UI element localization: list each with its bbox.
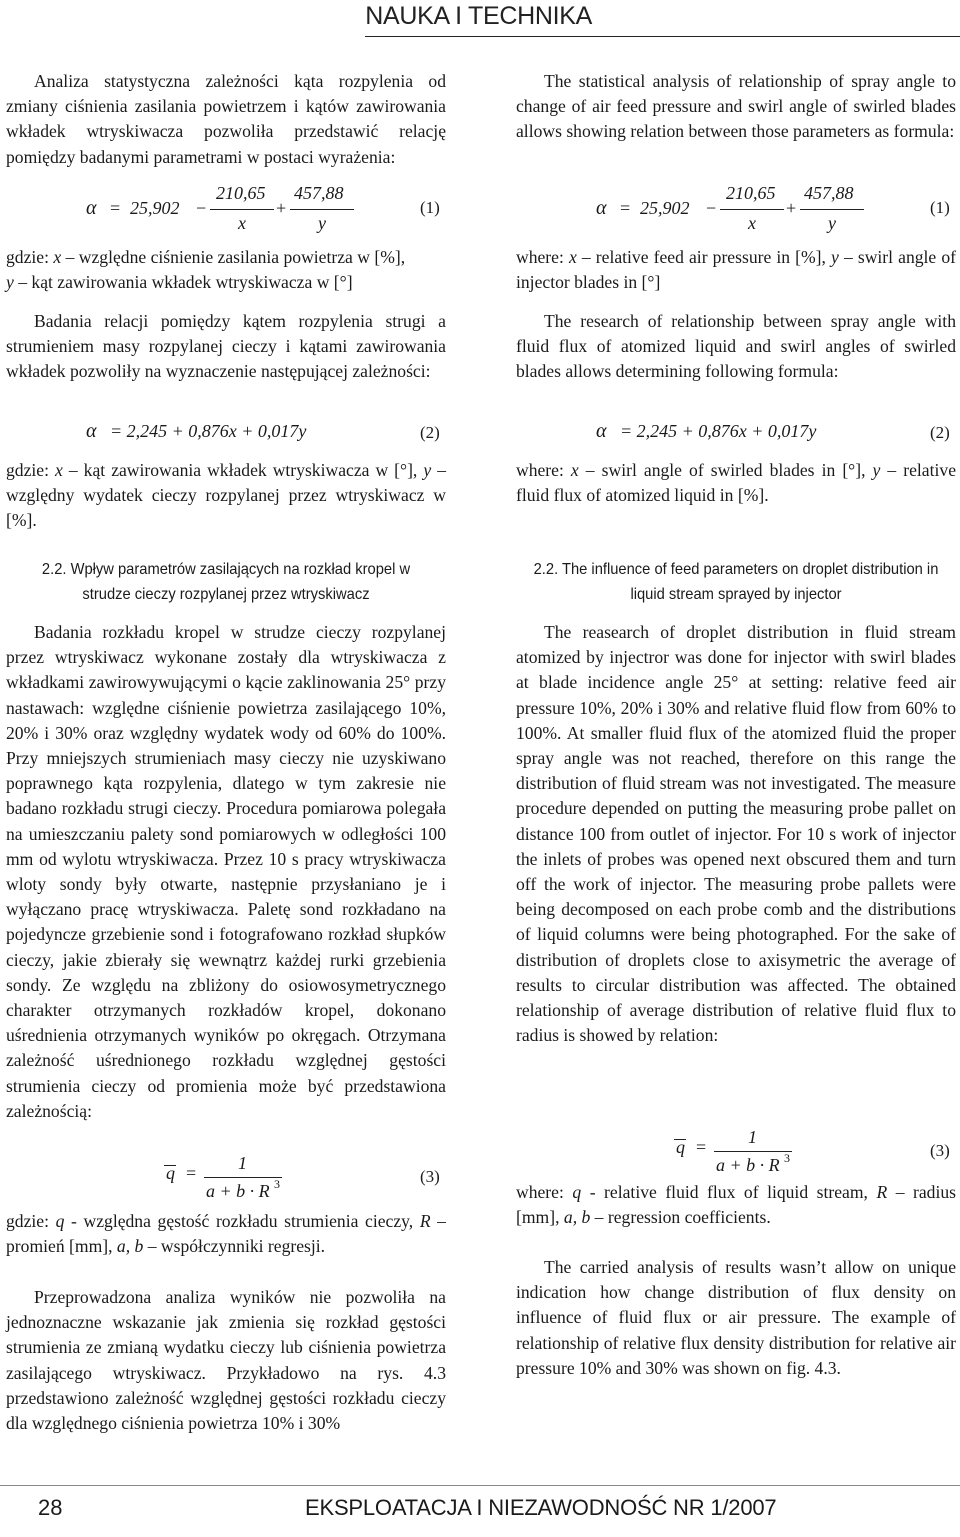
- paragraph: Badania rozkładu kropel w strudze cieczy rozpylanej przez wtryskiwacz wykonane zostały dla wtryskiwacza z wkładkami zawirowywującymi o kącie zaklinowania 25° przy nastawach: względne ciśnienie powietrza zasilającego 10%, 20% i 30% oraz względny wydatek wody od 60% do 100%. Przy mniejszych strumieniach masy cieczy nie uzyskiwano poprawnego kąta rozpylenia, dlatego w tym zakresie nie badano rozkładu strugi cieczy. Procedura pomiarowa polegała na umieszczaniu palety sond pomiarowych w odległości 100 mm od wylotu wtryskiwacza. Przez 10 s pracy wtryskiwacza wloty sondy były otwarte, następnie przysłaniano je i wyłączano pracę wtryskiwacza. Paletę sond rozkładano na pojedyncze grzebienie sond i fotografowano rozkład słupków cieczy, jakie zbierały się wewnątrz każdej rurki grzebienia sondy. Ze względu na zbliżony do osiowosymetrycznego charakter otrzymanych rozkładów kropel, dokonano uśrednienia otrzymanych wyników po okręgach. Otrzymana zależność uśrednionego rozkładu względnej gęstości strumienia cieczy od promienia może być przedstawiona zależnością:: [6, 622, 446, 1121]
- equation-rhs: = 2,245 + 0,876x + 0,017y: [620, 421, 817, 441]
- fraction-bar: [800, 209, 864, 210]
- page-number: 28: [38, 1495, 63, 1520]
- equation-number: (1): [930, 198, 950, 217]
- running-header: [0, 0, 960, 40]
- paragraph: Przeprowadzona analiza wyników nie pozwoliła na jednoznaczne wskazanie jak zmienia się rozkład gęstości strumienia ze zmianą wydatku cieczy lub ciśnienia powietrza zasilającego wtryskiwacz. Przykładowo na rys. 4.3 przedstawiono zależność względnej gęstości rozkładu cieczy dla względnego ciśnienia powietrza 10% i 30%: [6, 1287, 446, 1434]
- constant: 25,902: [130, 198, 180, 218]
- equation-number: (3): [420, 1167, 440, 1186]
- paragraph: The statistical analysis of relationship of spray angle to change of air feed pressure and swirl angle of swirled blades allows showing relation between those parameters as formula:: [516, 71, 956, 142]
- denominator: x: [238, 213, 246, 233]
- section-heading: 2.2. The influence of feed parameters on droplet distribution in liquid stream sprayed by injector: [533, 561, 939, 603]
- paragraph: where: x – relative feed air pressure in [%], y – swirl angle of injector blades in [°]: [516, 247, 957, 293]
- q-symbol: q: [166, 1163, 175, 1183]
- exponent: 3: [784, 1151, 790, 1165]
- equation-number: (2): [420, 423, 440, 442]
- denominator: x: [748, 213, 756, 233]
- alpha-symbol: α: [86, 197, 97, 219]
- denominator: a + b · R: [716, 1155, 780, 1175]
- plus-sign: +: [786, 198, 797, 218]
- footer-rule: [0, 1485, 960, 1486]
- equation-number: (3): [930, 1141, 950, 1160]
- fraction-bar: [204, 1177, 282, 1178]
- fraction-bar: [290, 209, 354, 210]
- constant: 25,902: [640, 198, 690, 218]
- numerator: 1: [238, 1153, 247, 1173]
- numerator: 457,88: [804, 183, 854, 203]
- equals-sign: =: [696, 1137, 707, 1157]
- plus-sign: +: [276, 198, 287, 218]
- section-heading: 2.2. Wpływ parametrów zasilających na rozkład kropel w strudze cieczy rozpylanej przez wtryskiwacz: [41, 561, 411, 603]
- equation-rhs: = 2,245 + 0,876x + 0,017y: [110, 421, 307, 441]
- equals-sign: =: [110, 198, 121, 218]
- paragraph: gdzie: q - względna gęstość rozkładu strumienia cieczy, R – promień [mm], a, b – współczynniki regresji.: [6, 1211, 446, 1257]
- q-symbol: q: [676, 1137, 685, 1157]
- numerator: 457,88: [294, 183, 344, 203]
- journal-name: EKSPLOATACJA I NIEZAWODNOŚĆ NR 1/2007: [305, 1495, 777, 1520]
- denominator: y: [318, 213, 326, 233]
- equation-number: (2): [930, 423, 950, 442]
- section-header-title: NAUKA I TECHNIKA: [365, 2, 592, 30]
- paragraph: gdzie: x – względne ciśnienie zasilania powietrza w [%], y – kąt zawirowania wkładek wtryskiwacza w [°]: [6, 247, 406, 293]
- numerator: 210,65: [726, 183, 776, 203]
- paragraph: Analiza statystyczna zależności kąta rozpylenia od zmiany ciśnienia zasilania powietrzem i kątów zawirowania wkładek wtryskiwacza pozwoliła przedstawić relację pomiędzy badanymi parametrami w postaci wyrażenia:: [6, 71, 446, 167]
- numerator: 1: [748, 1127, 757, 1147]
- equation-1: [6, 183, 446, 243]
- minus-sign: −: [196, 198, 207, 218]
- paragraph: The carried analysis of results wasn’t allow on unique indication how change distribution of flux density on influence of fluid flux or air pressure. The example of relationship of relative flux density distribution for relative air pressure 10% and 30% was shown on fig. 4.3.: [516, 1257, 956, 1378]
- minus-sign: −: [706, 198, 717, 218]
- equation-3: [516, 1127, 956, 1182]
- equation-2: [6, 420, 446, 450]
- denominator: y: [828, 213, 836, 233]
- equation-1: [516, 183, 956, 243]
- equation-2: [516, 420, 956, 450]
- equals-sign: =: [620, 198, 631, 218]
- alpha-symbol: α: [596, 420, 607, 442]
- denominator: a + b · R: [206, 1181, 270, 1201]
- fraction-bar: [720, 209, 784, 210]
- paragraph: The reasearch of droplet distribution in fluid stream atomized by injectror was done for injector with swirl blades at blade incidence angle 25° at setting: relative feed air pressure 10%, 20% i 30% and relative fluid flow from 60% to 100%. At smaller fluid flux of the atomized fluid the proper spray angle was not reached, therefore on this range the distribution of fluid stream was not investigated. The measure procedure depended on putting the measuring probe pallet on distance 100 from outlet of injector. For 10 s work of injector the inlets of probes was opened next obscured them and turn off the work of injector. The measuring probe pallets were being decomposed on each probe comb and the distributions of liquid columns were being photographed. For the sake of distribution of droplets close to axisymetric the average of results to circular distribution was affected. The obtained relationship of average distribution of relative fluid flux to radius is showed by relation:: [516, 622, 956, 1046]
- equals-sign: =: [186, 1163, 197, 1183]
- paragraph: where: q - relative fluid flux of liquid stream, R – radius [mm], a, b – regression coefficients.: [516, 1182, 956, 1228]
- equation-number: (1): [420, 198, 440, 217]
- overbar: [164, 1165, 176, 1166]
- paragraph: gdzie: x – kąt zawirowania wkładek wtryskiwacza w [°], y – względny wydatek cieczy rozpylanej przez wtryskiwacz w [%].: [6, 460, 446, 531]
- alpha-symbol: α: [86, 420, 97, 442]
- paragraph: The research of relationship between spray angle with fluid flux of atomized liquid and swirl angles of swirled blades allows determining following formula:: [516, 311, 956, 382]
- paragraph: where: x – swirl angle of swirled blades in [°], y – relative fluid flux of atomized liquid in [%].: [516, 460, 956, 506]
- alpha-symbol: α: [596, 197, 607, 219]
- paragraph: Badania relacji pomiędzy kątem rozpylenia strugi a strumieniem masy rozpylanej cieczy i kątami zawirowania wkładek pozwoliły na wyznaczenie następującej zależności:: [6, 311, 446, 382]
- header-rule: [365, 36, 960, 37]
- exponent: 3: [274, 1177, 280, 1191]
- overbar: [674, 1139, 686, 1140]
- equation-3: [6, 1153, 446, 1208]
- fraction-bar: [210, 209, 274, 210]
- fraction-bar: [714, 1151, 792, 1152]
- numerator: 210,65: [216, 183, 266, 203]
